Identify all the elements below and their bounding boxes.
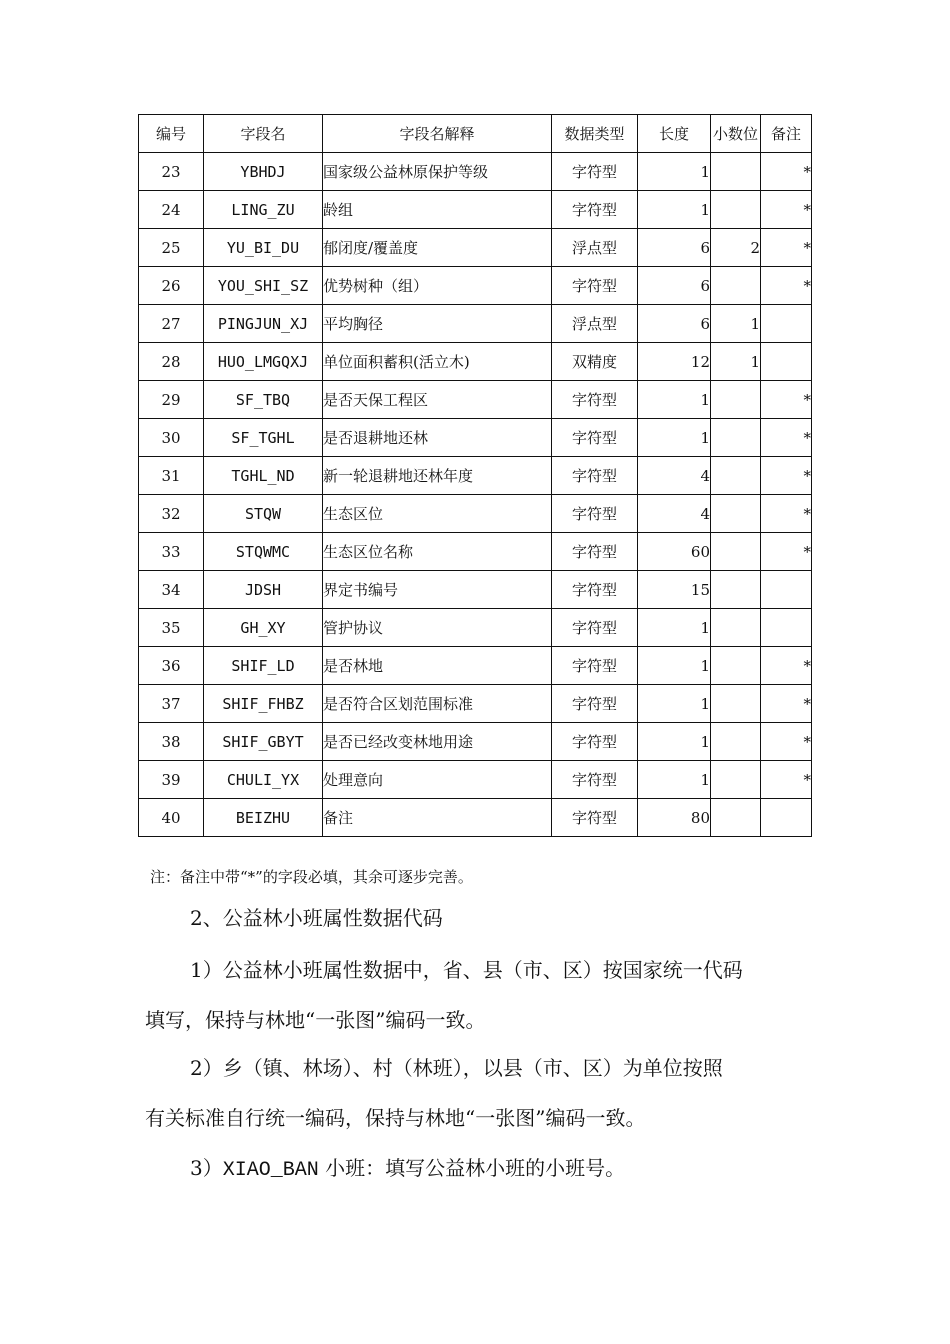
table-row (139, 685, 812, 723)
header-remark: 备注 (761, 115, 812, 153)
cell-data-type: 字符型 (552, 799, 638, 837)
paragraph-2-line-2: 有关标准自行统一编码，保持与林地“一张图”编码一致。 (145, 1106, 646, 1130)
cell-length: 1 (638, 609, 711, 647)
cell-remark: * (761, 533, 812, 571)
cell-data-type: 双精度 (552, 343, 638, 381)
cell-number: 30 (139, 419, 204, 457)
cell-decimals (711, 153, 761, 191)
cell-decimals (711, 571, 761, 609)
cell-length: 6 (638, 229, 711, 267)
cell-number: 39 (139, 761, 204, 799)
cell-length: 1 (638, 419, 711, 457)
cell-remark: * (761, 761, 812, 799)
cell-field-description: 是否天保工程区 (323, 381, 552, 419)
cell-data-type: 字符型 (552, 647, 638, 685)
cell-data-type: 字符型 (552, 761, 638, 799)
cell-decimals: 1 (711, 343, 761, 381)
cell-field-description: 平均胸径 (323, 305, 552, 343)
header-field-description: 字段名解释 (323, 115, 552, 153)
table-row (139, 495, 812, 533)
cell-data-type: 字符型 (552, 381, 638, 419)
cell-length: 1 (638, 381, 711, 419)
cell-data-type: 字符型 (552, 685, 638, 723)
cell-field-name: SHIF_GBYT (204, 723, 323, 761)
cell-number: 27 (139, 305, 204, 343)
cell-field-description: 管护协议 (323, 609, 552, 647)
cell-field-description: 国家级公益林原保护等级 (323, 153, 552, 191)
cell-number: 32 (139, 495, 204, 533)
cell-decimals (711, 457, 761, 495)
cell-field-name: TGHL_ND (204, 457, 323, 495)
cell-length: 60 (638, 533, 711, 571)
header-field-name: 字段名 (204, 115, 323, 153)
table-header-row (139, 115, 812, 153)
cell-field-name: LING_ZU (204, 191, 323, 229)
cell-field-description: 备注 (323, 799, 552, 837)
cell-remark: * (761, 419, 812, 457)
cell-number: 38 (139, 723, 204, 761)
table-row (139, 153, 812, 191)
cell-field-description: 郁闭度/覆盖度 (323, 229, 552, 267)
cell-length: 6 (638, 267, 711, 305)
table-footnote: 注：备注中带“*”的字段必填，其余可逐步完善。 (150, 868, 473, 886)
table-row (139, 761, 812, 799)
cell-remark: * (761, 153, 812, 191)
cell-length: 4 (638, 457, 711, 495)
cell-length: 1 (638, 153, 711, 191)
cell-remark: * (761, 723, 812, 761)
section-title: 2、公益林小班属性数据代码 (190, 906, 443, 930)
table-body (139, 153, 812, 837)
cell-number: 25 (139, 229, 204, 267)
cell-decimals (711, 647, 761, 685)
cell-field-name: SHIF_LD (204, 647, 323, 685)
paragraph-3-code: XIAO_BAN (222, 1159, 319, 1182)
cell-number: 31 (139, 457, 204, 495)
header-decimals: 小数位 (711, 115, 761, 153)
cell-field-name: CHULI_YX (204, 761, 323, 799)
cell-length: 1 (638, 761, 711, 799)
cell-data-type: 字符型 (552, 609, 638, 647)
cell-decimals (711, 495, 761, 533)
cell-field-description: 生态区位名称 (323, 533, 552, 571)
cell-decimals (711, 419, 761, 457)
cell-field-name: STQW (204, 495, 323, 533)
cell-field-description: 龄组 (323, 191, 552, 229)
cell-decimals (711, 799, 761, 837)
cell-number: 35 (139, 609, 204, 647)
table-row (139, 647, 812, 685)
cell-field-description: 是否符合区划范围标准 (323, 685, 552, 723)
cell-remark (761, 305, 812, 343)
cell-field-description: 是否已经改变林地用途 (323, 723, 552, 761)
cell-field-description: 处理意向 (323, 761, 552, 799)
cell-length: 15 (638, 571, 711, 609)
table-row (139, 533, 812, 571)
cell-field-name: SF_TGHL (204, 419, 323, 457)
table-row (139, 723, 812, 761)
cell-length: 1 (638, 647, 711, 685)
paragraph-2-line-1: 2）乡（镇、林场）、村（林班），以县（市、区）为单位按照 (190, 1056, 723, 1080)
cell-decimals: 1 (711, 305, 761, 343)
paragraph-3 (190, 1152, 625, 1182)
cell-number: 23 (139, 153, 204, 191)
cell-remark: * (761, 381, 812, 419)
cell-length: 6 (638, 305, 711, 343)
cell-length: 1 (638, 191, 711, 229)
cell-remark: * (761, 457, 812, 495)
table-row (139, 457, 812, 495)
header-length: 长度 (638, 115, 711, 153)
cell-number: 37 (139, 685, 204, 723)
cell-number: 36 (139, 647, 204, 685)
cell-field-name: SF_TBQ (204, 381, 323, 419)
cell-data-type: 字符型 (552, 457, 638, 495)
cell-length: 80 (638, 799, 711, 837)
table-row (139, 609, 812, 647)
cell-length: 1 (638, 685, 711, 723)
cell-field-description: 是否林地 (323, 647, 552, 685)
table-row (139, 799, 812, 837)
cell-data-type: 字符型 (552, 533, 638, 571)
table-row (139, 229, 812, 267)
cell-field-name: JDSH (204, 571, 323, 609)
cell-remark: * (761, 495, 812, 533)
cell-remark (761, 343, 812, 381)
cell-remark (761, 571, 812, 609)
cell-field-name: YBHDJ (204, 153, 323, 191)
paragraph-3-text: 小班：填写公益林小班的小班号。 (325, 1156, 626, 1180)
cell-decimals (711, 533, 761, 571)
cell-number: 28 (139, 343, 204, 381)
cell-remark (761, 799, 812, 837)
table-row (139, 305, 812, 343)
cell-decimals (711, 267, 761, 305)
paragraph-3-prefix: 3） (190, 1156, 223, 1180)
cell-remark (761, 609, 812, 647)
table-row (139, 381, 812, 419)
cell-field-name: GH_XY (204, 609, 323, 647)
cell-remark: * (761, 191, 812, 229)
cell-length: 1 (638, 723, 711, 761)
cell-number: 33 (139, 533, 204, 571)
cell-data-type: 浮点型 (552, 305, 638, 343)
header-number: 编号 (139, 115, 204, 153)
cell-field-name: YU_BI_DU (204, 229, 323, 267)
cell-data-type: 字符型 (552, 191, 638, 229)
cell-number: 34 (139, 571, 204, 609)
cell-field-description: 优势树种（组） (323, 267, 552, 305)
cell-length: 12 (638, 343, 711, 381)
cell-length: 4 (638, 495, 711, 533)
header-data-type: 数据类型 (552, 115, 638, 153)
table-row (139, 571, 812, 609)
paragraph-1-line-2: 填写，保持与林地“一张图”编码一致。 (145, 1008, 486, 1032)
table-row (139, 191, 812, 229)
cell-field-name: HUO_LMGQXJ (204, 343, 323, 381)
cell-remark: * (761, 647, 812, 685)
cell-decimals: 2 (711, 229, 761, 267)
cell-remark: * (761, 229, 812, 267)
cell-data-type: 字符型 (552, 495, 638, 533)
cell-decimals (711, 381, 761, 419)
cell-decimals (711, 761, 761, 799)
cell-number: 26 (139, 267, 204, 305)
cell-number: 24 (139, 191, 204, 229)
cell-decimals (711, 723, 761, 761)
cell-field-name: BEIZHU (204, 799, 323, 837)
cell-decimals (711, 685, 761, 723)
cell-data-type: 字符型 (552, 267, 638, 305)
cell-decimals (711, 191, 761, 229)
cell-field-description: 新一轮退耕地还林年度 (323, 457, 552, 495)
cell-remark: * (761, 685, 812, 723)
cell-data-type: 字符型 (552, 571, 638, 609)
cell-remark: * (761, 267, 812, 305)
cell-number: 40 (139, 799, 204, 837)
table-row (139, 419, 812, 457)
paragraph-1-line-1: 1）公益林小班属性数据中，省、县（市、区）按国家统一代码 (190, 958, 743, 982)
table-row (139, 343, 812, 381)
cell-data-type: 字符型 (552, 723, 638, 761)
cell-field-name: SHIF_FHBZ (204, 685, 323, 723)
cell-data-type: 浮点型 (552, 229, 638, 267)
cell-field-name: PINGJUN_XJ (204, 305, 323, 343)
cell-field-description: 界定书编号 (323, 571, 552, 609)
cell-data-type: 字符型 (552, 153, 638, 191)
cell-data-type: 字符型 (552, 419, 638, 457)
cell-number: 29 (139, 381, 204, 419)
field-definition-table (138, 114, 812, 837)
cell-field-description: 生态区位 (323, 495, 552, 533)
cell-field-name: YOU_SHI_SZ (204, 267, 323, 305)
table-row (139, 267, 812, 305)
cell-field-description: 单位面积蓄积(活立木) (323, 343, 552, 381)
cell-field-description: 是否退耕地还林 (323, 419, 552, 457)
cell-field-name: STQWMC (204, 533, 323, 571)
cell-decimals (711, 609, 761, 647)
